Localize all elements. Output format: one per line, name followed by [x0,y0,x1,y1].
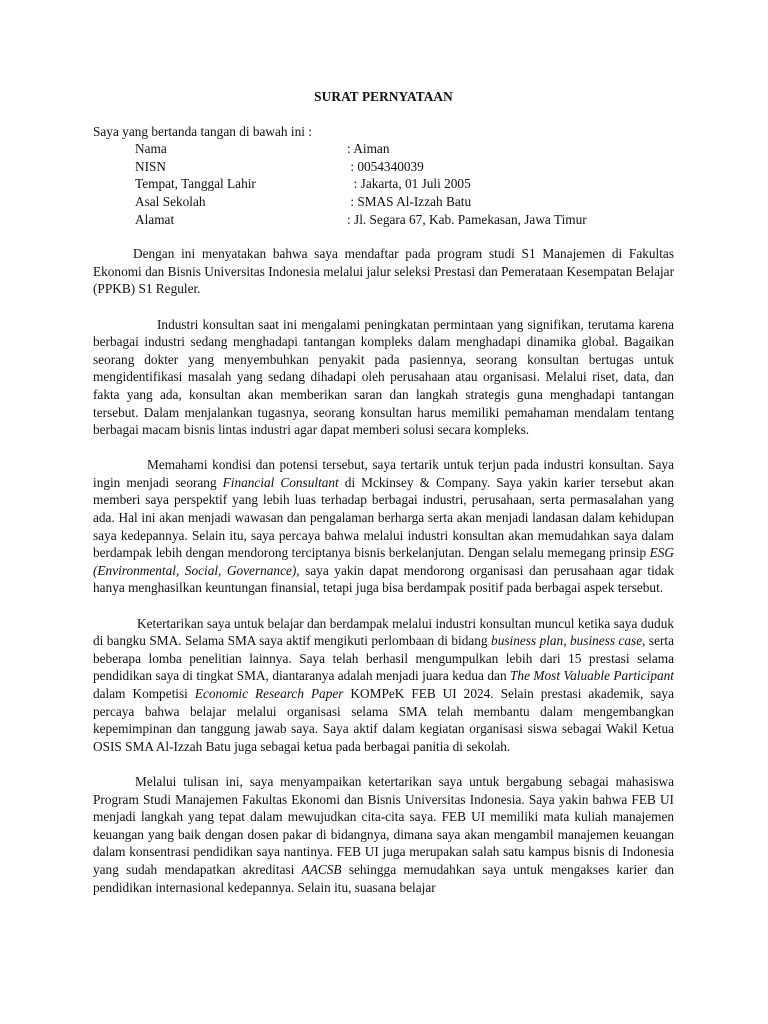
paragraph-4 [93,615,674,756]
italic-term: Financial Consultant [222,474,339,490]
paragraph-1 [93,245,674,298]
italic-term: business plan, business case [491,633,643,649]
paragraph-text: di Mckinsey & Company. Saya yakin karier tersebut akan memberi saya perspektif yang lebih luas terhadap berbagai industri, perusahaan, serta permasalahan yang ada. Hal ini akan menjadi wawasan dan pengalaman berharga serta akan menjadi landasan dalam kehidupan saya kedepannya. Selain itu, saya percaya bahwa melalui industri konsultan akan memudahkan saya dalam berdampak lebih dengan mendorong terciptanya bisnis berkelanjutan. Dengan selalu memegang prinsip [93,474,674,561]
paragraph-5 [93,773,674,896]
field-label: NISN [135,158,167,174]
italic-term: The Most Valuable Participant [510,668,674,684]
italic-term: Economic Research Paper [194,686,344,701]
paragraph-3 [93,456,674,597]
paragraph-text: Dengan ini menyatakan bahwa saya mendaftar pada program studi S1 Manajemen di Fakultas Ekonomi dan Bisnis Universitas Indonesia melalui jalur seleksi Prestasi dan Pemerataan Kesempatan Belajar (PPKB) S1 Reguler. [93,246,674,297]
field-label: Tempat, Tanggal Lahir [135,176,256,192]
field-row-nama [93,140,674,158]
italic-term: AACSB [301,861,342,877]
paragraph-text: Melalui tulisan ini, saya menyampaikan ketertarikan saya untuk bergabung sebagai mahasiswa Program Studi Manajemen Fakultas Ekonomi dan Bisnis Universitas Indonesia. Saya yakin bahwa FEB UI menjadi langkah yang tepat dalam mewujudkan cita-cita saya. FEB UI memiliki mata kuliah manajemen keuangan yang baik dengan dosen pakar di bidangnya, dimana saya akan mengambil manajemen keuangan dalam konsentrasi pendidikan saya nantinya. FEB UI juga merupakan salah satu kampus bisnis di Indonesia yang sudah mendapatkan akreditasi [93,773,674,877]
field-row-ttl [93,175,674,193]
field-row-alamat [93,211,674,229]
paragraph-text: dalam Kompetisi [93,686,195,701]
paragraph-text: Industri konsultan saat ini mengalami peningkatan permintaan yang signifikan, terutama karena berbagai industri sedang menghadapi tantangan kompleks dalam menghadapi dinamika global. Bagaikan seorang dokter yang menyembuhkan penyakit pada pasiennya, seorang konsultan bertugas untuk mengidentifikasi masalah yang sedang dihadapi oleh perusahaan atau organisasi. Melalui riset, data, dan fakta yang ada, konsultan akan memberikan saran dan langkah strategis guna menghadapi tantangan tersebut. Dalam menjalankan tugasnya, seorang konsultan harus memiliki pemahaman mendalam tentang berbagai macam bisnis lintas industri agar dapat memberi solusi secara kompleks. [93,316,674,438]
paragraph-text: sehingga memudahkan saya untuk mengakses karier dan pendidikan internasional kedepannya. Selain itu, suasana belajar [93,861,674,895]
field-value: : Jakarta, 01 Juli 2005 [347,176,471,192]
field-value: : Jl. Segara 67, Kab. Pamekasan, Jawa Timur [347,211,587,227]
paragraph-text: Ketertarikan saya untuk belajar dan berdampak melalui industri konsultan muncul ketika saya duduk di bangku SMA. Selama SMA saya aktif mengikuti perlombaan di bidang [93,615,674,649]
paragraph-text: KOMPeK FEB UI 2024. Selain prestasi akademik, saya percaya bahwa belajar melalui organisasi selama SMA telah membantu dalam mengembangkan kepemimpinan dan tanggung jawab saya. Saya aktif dalam kegiatan organisasi siswa sebagai Wakil Ketua OSIS SMA Al-Izzah Batu juga sebagai ketua pada berbagai panitia di sekolah. [93,686,674,754]
field-row-sekolah [93,193,674,211]
identity-fields [93,140,674,228]
document-page [93,88,674,914]
document-title: SURAT PERNYATAAN [314,89,453,104]
field-label: Asal Sekolah [135,193,206,209]
italic-term: ESG (Environmental, Social, Governance) [93,545,674,578]
paragraph-text: Memahami kondisi dan potensi tersebut, saya tertarik untuk terjun pada industri konsultan. Saya ingin menjadi seorang [93,457,674,490]
field-label: Alamat [135,211,175,227]
paragraph-text: , saya yakin dapat mendorong organisasi dan perusahaan agar tidak hanya menghasilkan keuntungan finansial, tetapi juga bisa berdampak positif pada berbagai aspek tersebut. [93,562,674,596]
field-row-nisn [93,158,674,176]
field-value: : SMAS Al-Izzah Batu [347,193,472,209]
field-label: Nama [135,141,167,157]
field-value: : 0054340039 [347,158,424,174]
paragraph-2 [93,316,674,439]
paragraph-text: , serta beberapa lomba penelitian lainnya. Saya telah berhasil mengumpulkan lebih dari 15 prestasi selama pendidikan saya di tingkat SMA, diantaranya adalah menjadi juara kedua dan [93,633,675,684]
intro-line: Saya yang bertanda tangan di bawah ini : [93,123,312,139]
field-value: : Aiman [347,141,390,157]
